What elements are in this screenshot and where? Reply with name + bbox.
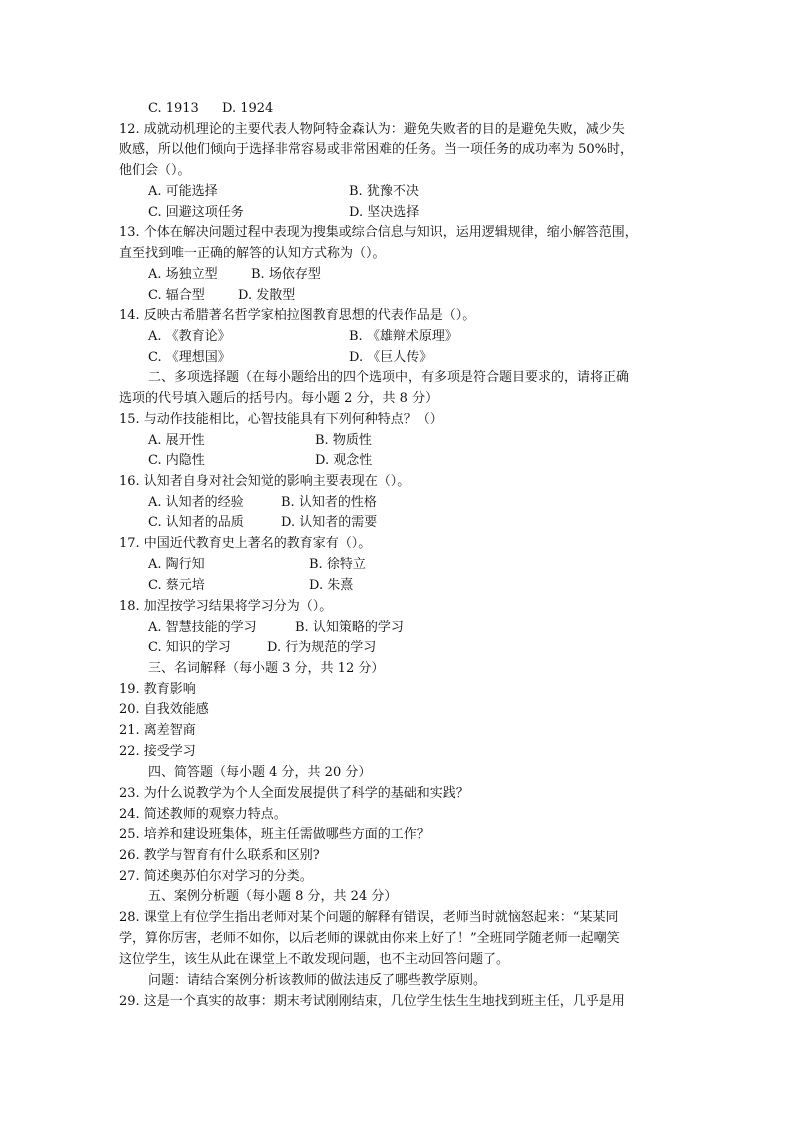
q11-option-d: D. 1924 [222, 101, 274, 116]
q12-option-d: D. 坚决选择 [349, 205, 420, 220]
q18-option-a: A. 智慧技能的学习 [148, 620, 257, 635]
q17-option-c: C. 蔡元培 [148, 578, 205, 593]
q14-option-c: C. 《理想国》 [148, 350, 231, 365]
section3-heading: 三、名词解释（每小题 3 分，共 12 分） [148, 661, 385, 676]
q18-option-d: D. 行为规范的学习 [267, 640, 377, 655]
q28-case-line2: 学，算你厉害，老师不如你，以后老师的课就由你来上好了！”全班同学随老师一起嘲笑 [119, 931, 620, 946]
q13-option-b: B. 场依存型 [251, 267, 321, 282]
q18-option-b: B. 认知策略的学习 [295, 620, 404, 635]
q16-option-d: D. 认知者的需要 [281, 515, 378, 530]
q26-question: 26. 教学与智育有什么联系和区别? [119, 848, 320, 863]
q13-stem-line2: 直至找到唯一正确的解答的认知方式称为（）。 [119, 246, 386, 261]
q15-stem: 15. 与动作技能相比，心智技能具有下列何种特点？（） [119, 412, 443, 427]
q16-option-b: B. 认知者的性格 [281, 495, 377, 510]
q15-option-a: A. 展开性 [148, 433, 205, 448]
q12-option-a: A. 可能选择 [148, 184, 218, 199]
q28-case-line3: 这位学生，该生从此在课堂上不敢发现问题，也不主动回答问题了。 [119, 952, 510, 967]
q17-stem: 17. 中国近代教育史上著名的教育家有（）。 [119, 536, 372, 551]
q12-stem-line2: 败感，所以他们倾向于选择非常容易或非常困难的任务。当一项任务的成功率为 50%时， [119, 142, 634, 157]
q13-stem-line1: 13. 个体在解决问题过程中表现为搜集或综合信息与知识，运用逻辑规律，缩小解答范围， [119, 225, 638, 240]
q16-option-c: C. 认知者的品质 [148, 515, 244, 530]
q16-option-a: A. 认知者的经验 [148, 495, 244, 510]
q13-option-c: C. 辐合型 [148, 288, 205, 303]
q15-option-c: C. 内隐性 [148, 453, 205, 468]
q18-stem: 18. 加涅按学习结果将学习分为（）。 [119, 599, 333, 614]
q14-option-b: B. 《雄辩术原理》 [349, 329, 458, 344]
q13-option-d: D. 发散型 [238, 288, 296, 303]
q18-option-c: C. 知识的学习 [148, 640, 231, 655]
q12-option-c: C. 回避这项任务 [148, 205, 244, 220]
q17-option-a: A. 陶行知 [148, 557, 205, 572]
section5-heading: 五、案例分析题（每小题 8 分，共 24 分） [148, 889, 398, 904]
q16-stem: 16. 认知者自身对社会知觉的影响主要表现在（）。 [119, 474, 411, 489]
section2-heading-line1: 二、多项选择题（在每小题给出的四个选项中，有多项是符合题目要求的，请将正确 [148, 370, 630, 385]
q28-question: 问题：请结合案例分析该教师的做法违反了哪些教学原则。 [148, 973, 487, 988]
q21-term: 21. 离差智商 [119, 723, 196, 738]
q19-term: 19. 教育影响 [119, 682, 196, 697]
q13-option-a: A. 场独立型 [148, 267, 218, 282]
q14-option-a: A. 《教育论》 [148, 329, 231, 344]
section4-heading: 四、简答题（每小题 4 分，共 20 分） [148, 765, 372, 780]
q14-option-d: D. 《巨人传》 [349, 350, 433, 365]
q15-option-d: D. 观念性 [315, 453, 373, 468]
q15-option-b: B. 物质性 [315, 433, 372, 448]
q12-option-b: B. 犹豫不决 [349, 184, 419, 199]
q11-option-c: C. 1913 [148, 101, 199, 116]
q23-question: 23. 为什么说教学为个人全面发展提供了科学的基础和实践？ [119, 786, 469, 801]
q17-option-d: D. 朱熹 [309, 578, 354, 593]
section2-heading-line2: 选项的代号填入题后的括号内。每小题 2 分，共 8 分） [119, 391, 439, 406]
q29-case-line1: 29. 这是一个真实的故事：期末考试刚刚结束，几位学生怯生生地找到班主任，几乎是用 [119, 994, 625, 1009]
q28-case-line1: 28. 课堂上有位学生指出老师对某个问题的解释有错误，老师当时就恼怒起来：“某某同 [119, 910, 619, 925]
q20-term: 20. 自我效能感 [119, 702, 209, 717]
q14-stem: 14. 反映古希腊著名哲学家柏拉图教育思想的代表作品是（）。 [119, 308, 476, 323]
q12-stem-line3: 他们会（）。 [119, 163, 191, 178]
q27-question: 27. 简述奥苏伯尔对学习的分类。 [119, 869, 313, 884]
q17-option-b: B. 徐特立 [309, 557, 366, 572]
q12-stem-line1: 12. 成就动机理论的主要代表人物阿特金森认为：避免失败者的目的是避免失败，减少失 [119, 122, 625, 137]
q25-question: 25. 培养和建设班集体，班主任需做哪些方面的工作？ [119, 827, 430, 842]
q24-question: 24. 简述教师的观察力特点。 [119, 807, 287, 822]
q22-term: 22. 接受学习 [119, 744, 196, 759]
